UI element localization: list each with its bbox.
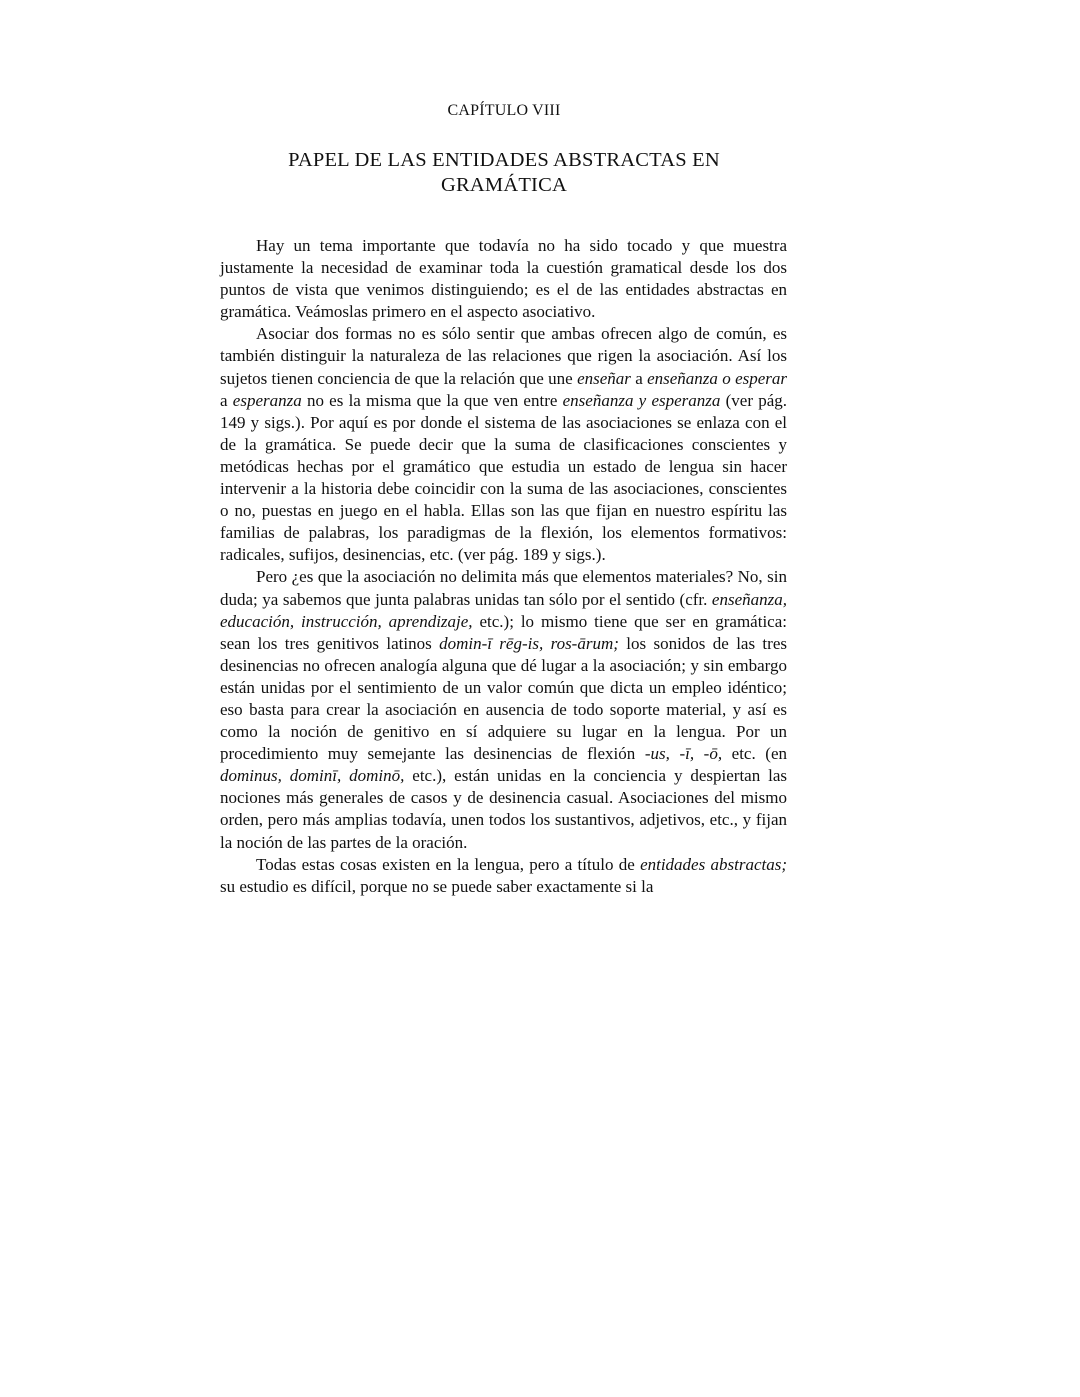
- italic-text: enseñanza y esperanza: [562, 390, 721, 410]
- text-segment: no es la misma que la que ven entre: [301, 390, 563, 410]
- text-segment: etc.); lo mismo tiene que ser en gramática: sean los tres genitivos latinos: [220, 611, 787, 653]
- chapter-title: [250, 148, 758, 198]
- text-segment: Asociar dos formas no es sólo sentir que ambas ofrecen algo de común, es también distinguir la naturaleza de las relaciones que rigen la asociación. Así los sujetos tienen conciencia de que la relación que une: [220, 324, 787, 388]
- text-segment: Todas estas cosas existen en la lengua, pero a título de: [256, 854, 641, 874]
- text-segment: etc. (en: [722, 744, 787, 764]
- text-segment: Pero ¿es que la asociación no delimita más que elementos materiales? No, sin duda; ya sabemos que junta palabras unidas tan sólo por el sentido (cfr.: [220, 567, 787, 609]
- italic-text: domin-ī rēg-is, ros-ārum;: [439, 633, 619, 653]
- italic-text: esperanza: [232, 390, 302, 410]
- paragraph: [220, 323, 787, 566]
- text-segment: etc.), están unidas en la conciencia y despiertan las nociones más generales de casos y de desinencia casual. Asociaciones del mismo orden, pero más amplias todavía, unen todos los sustantivos, adjetivos, etc., y fijan la noción de las partes de la oración.: [220, 766, 787, 852]
- chapter-label: CAPÍTULO VIII: [447, 102, 561, 119]
- body-text: [220, 235, 787, 898]
- italic-text: enseñanza, educación, instrucción, aprendizaje,: [220, 589, 787, 631]
- text-segment: los sonidos de las tres desinencias no ofrecen analogía alguna que dé lugar a la asociación; y sin embargo están unidas por el sentimiento de un valor común que dicta un empleo idéntico; eso basta para crear la asociación en ausencia de todo soporte material, y así es como la noción de genitivo en sí adquiere su lugar en la lengua. Por un procedimiento muy semejante las desinencias de flexión: [220, 633, 787, 764]
- italic-text: dominus, dominī, dominō,: [220, 766, 405, 786]
- text-segment: a: [630, 368, 648, 388]
- text-segment: su estudio es difícil, porque no se puede saber exactamente si la: [220, 876, 654, 896]
- chapter-title-line-1: PAPEL DE LAS ENTIDADES ABSTRACTAS EN: [288, 149, 720, 171]
- chapter-title-line-2: GRAMÁTICA: [441, 174, 567, 196]
- paragraph: [220, 854, 787, 898]
- italic-text: enseñanza o esperar: [647, 368, 788, 388]
- italic-text: -us, -ī, -ō,: [644, 744, 723, 764]
- paragraph: [220, 235, 787, 323]
- text-segment: (ver pág. 149 y sigs.). Por aquí es por donde el sistema de las asociaciones se enlaza con el de la gramática. Se puede decir que la suma de clasificaciones conscientes y metódicas hechas por el gramático que estudia un estado de lengua sin hacer intervenir a la historia debe coincidir con la suma de las asociaciones, conscientes o no, puestas en juego en el habla. Ellas son las que fijan en nuestro espíritu las familias de palabras, los paradigmas de la flexión, los elementos formativos: radicales, sufijos, desinencias, etc. (ver pág. 189 y sigs.).: [220, 390, 788, 565]
- italic-text: entidades abstractas;: [640, 854, 787, 874]
- text-segment: a: [220, 390, 233, 410]
- italic-text: enseñar: [577, 368, 631, 388]
- text-segment: Hay un tema importante que todavía no ha sido tocado y que muestra justamente la necesidad de examinar toda la cuestión gramatical desde los dos puntos de vista que venimos distinguiendo; es el de las entidades abstractas en gramática. Veámoslas primero en el aspecto asociativo.: [220, 236, 787, 322]
- paragraph: [220, 566, 787, 853]
